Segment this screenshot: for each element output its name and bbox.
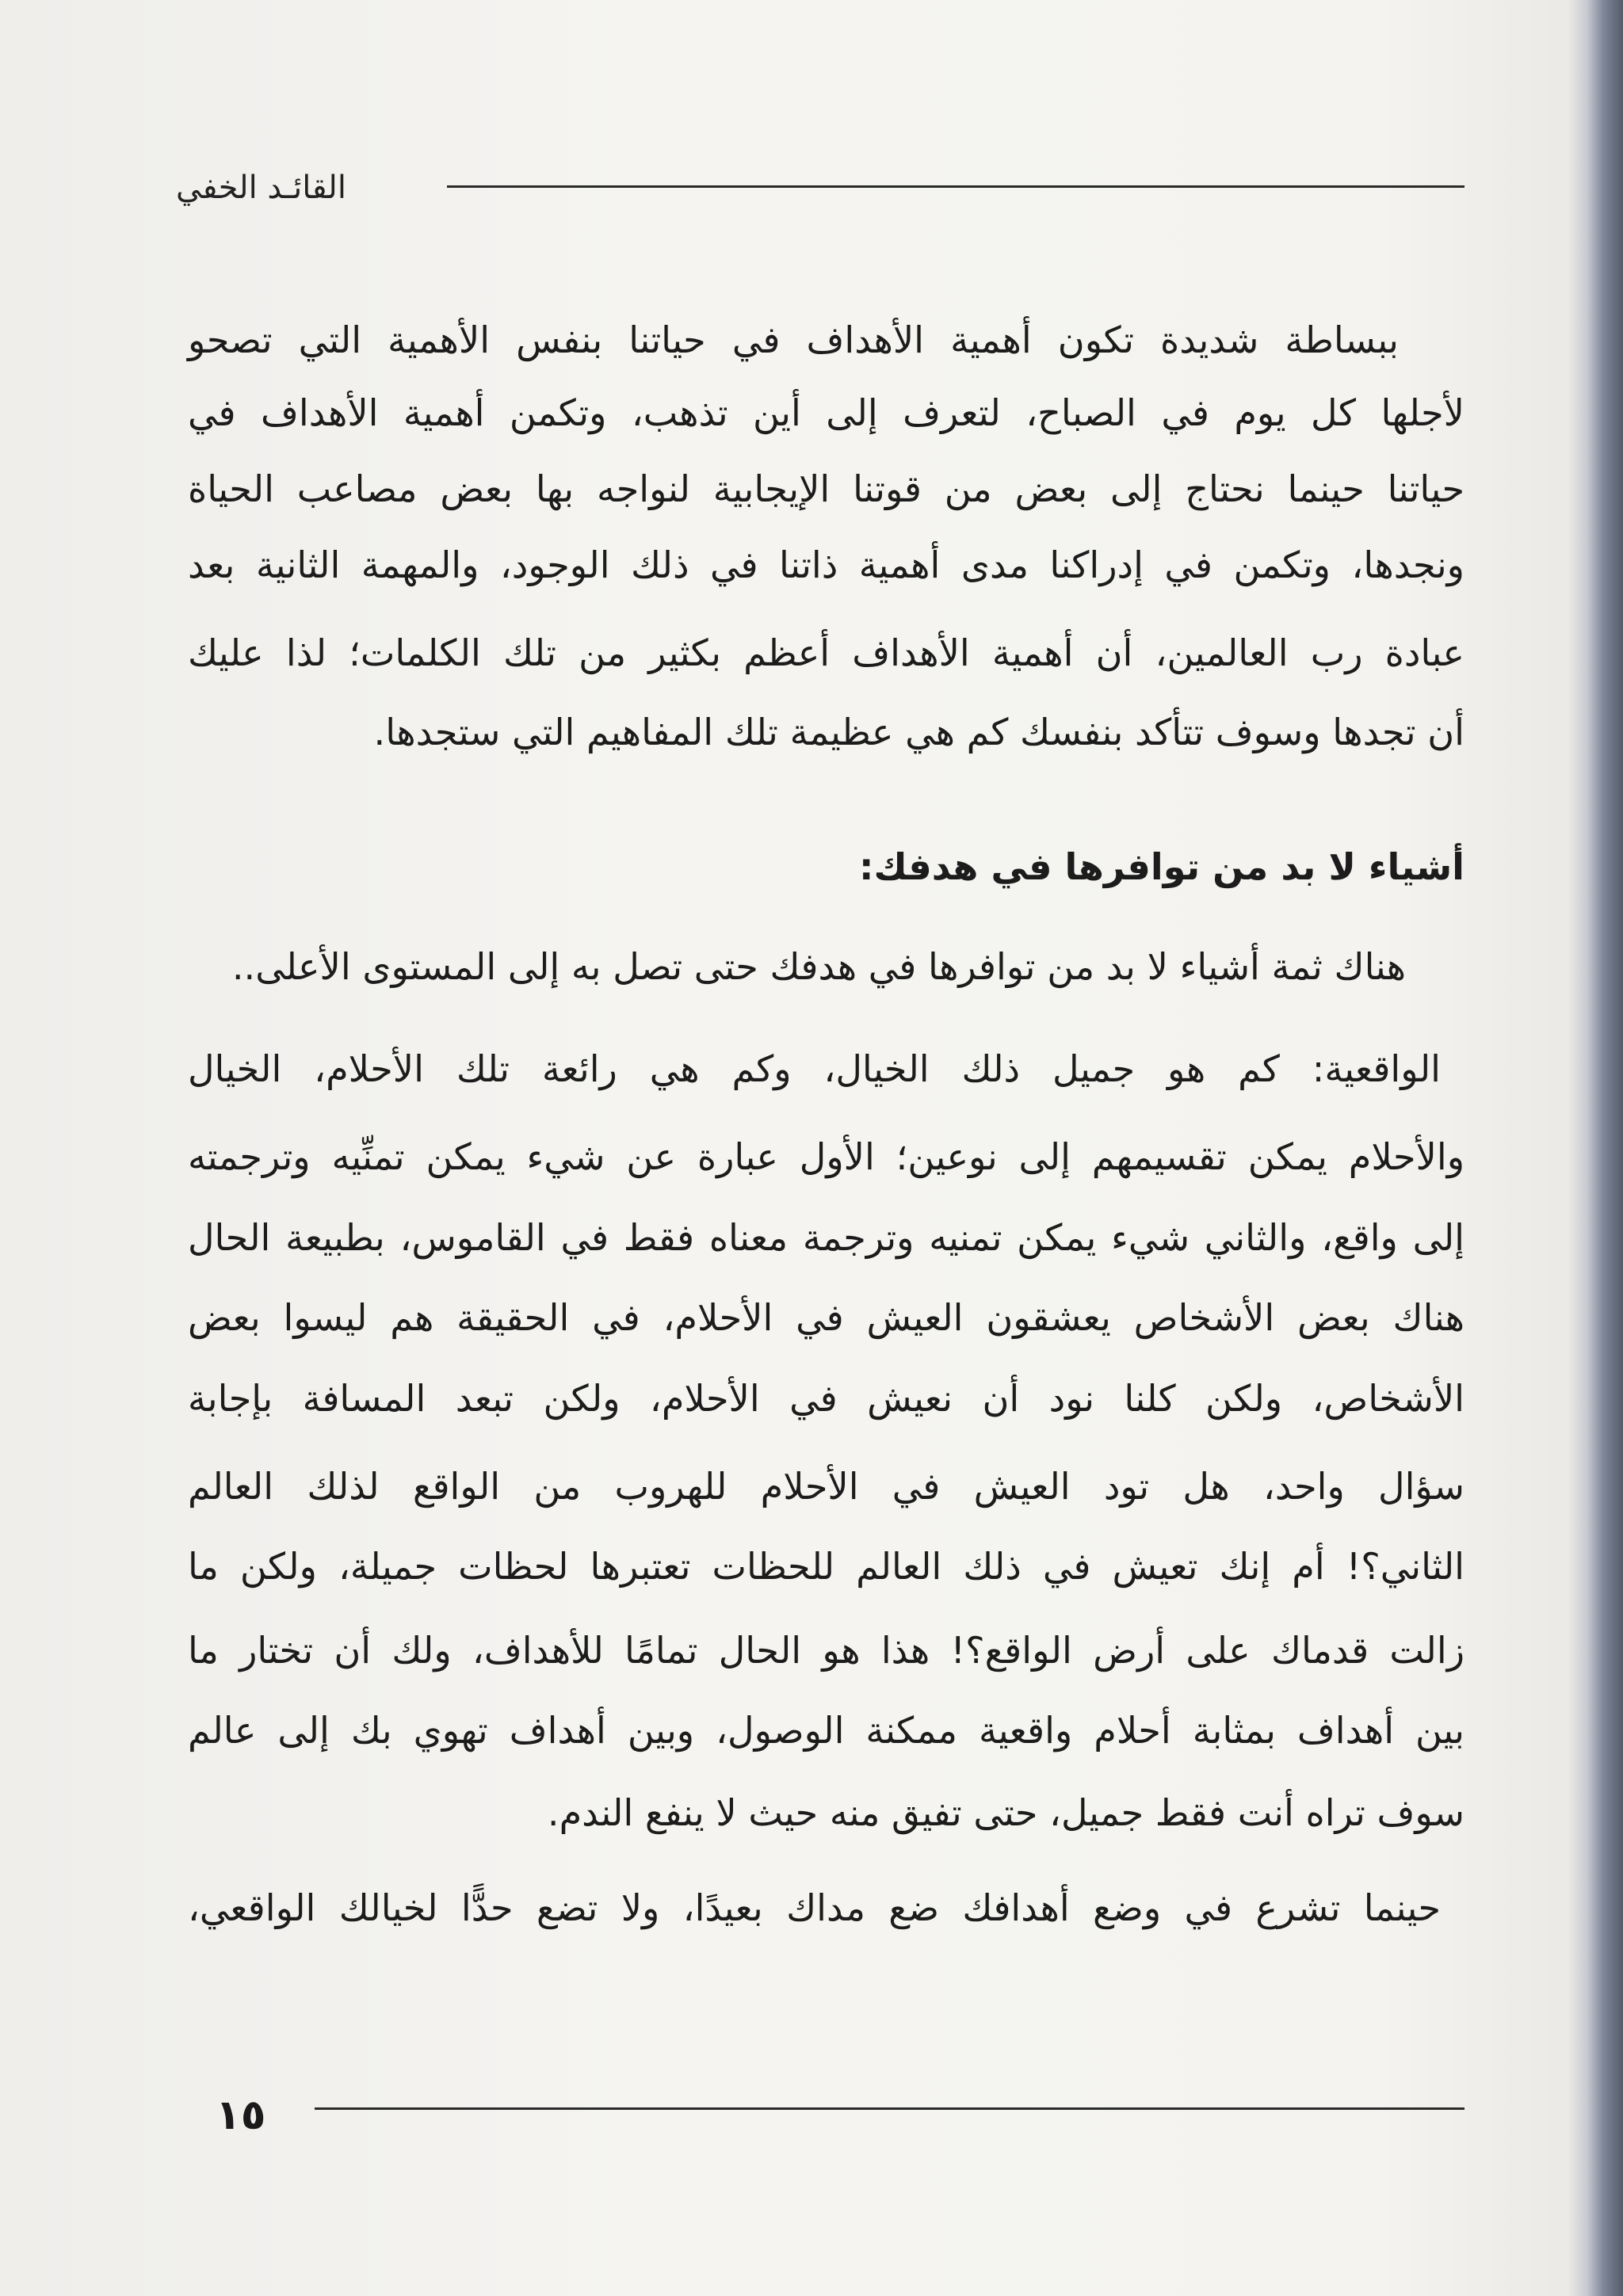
page-edge-shadow <box>1568 0 1623 2296</box>
body-line: ونجدها، وتكمن في إدراكنا مدى أهمية ذاتنا في ذلك الوجود، والمهمة الثانية بعد <box>188 543 1465 586</box>
body-line: عبادة رب العالمين، أن أهمية الأهداف أعظم بكثير من تلك الكلمات؛ لذا عليك <box>188 631 1465 674</box>
body-line: الأشخاص، ولكن كلنا نود أن نعيش في الأحلام، ولكن تبعد المسافة بإجابة <box>188 1377 1465 1420</box>
body-line: إلى واقع، والثاني شيء يمكن تمنيه وترجمة معناه فقط في القاموس، بطبيعة الحال <box>188 1216 1465 1259</box>
body-line: حياتنا حينما نحتاج إلى بعض من قوتنا الإيجابية لنواجه بها بعض مصاعب الحياة <box>188 467 1465 510</box>
body-line: والأحلام يمكن تقسيمهم إلى نوعين؛ الأول عبارة عن شيء يمكن تمنِّيه وترجمته <box>188 1135 1465 1178</box>
footer-rule <box>315 2107 1465 2110</box>
body-line: زالت قدماك على أرض الواقع؟! هذا هو الحال تمامًا للأهداف، ولك أن تختار ما <box>188 1629 1465 1672</box>
body-line: أن تجدها وسوف تتأكد بنفسك كم هي عظيمة تلك المفاهيم التي ستجدها. <box>373 711 1465 753</box>
section-heading: أشياء لا بد من توافرها في هدفك: <box>859 845 1465 888</box>
page-number: ١٥ <box>216 2092 266 2139</box>
body-line: لأجلها كل يوم في الصباح، لتعرف إلى أين تذهب، وتكمن أهمية الأهداف في <box>188 391 1465 434</box>
body-line: ببساطة شديدة تكون أهمية الأهداف في حياتنا بنفس الأهمية التي تصحو <box>188 318 1399 361</box>
body-line: سؤال واحد، هل تود العيش في الأحلام للهروب من الواقع لذلك العالم <box>188 1465 1465 1508</box>
body-line: حينما تشرع في وضع أهدافك ضع مداك بعيدًا، ولا تضع حدًّا لخيالك الواقعي، <box>188 1886 1441 1929</box>
body-line: هناك ثمة أشياء لا بد من توافرها في هدفك حتى تصل به إلى المستوى الأعلى.. <box>231 945 1406 988</box>
body-line: الواقعية: كم هو جميل ذلك الخيال، وكم هي رائعة تلك الأحلام، الخيال <box>188 1047 1441 1090</box>
running-header-title: القائـد الخفي <box>176 170 346 206</box>
body-line: هناك بعض الأشخاص يعشقون العيش في الأحلام، في الحقيقة هم ليسوا بعض <box>188 1296 1465 1339</box>
body-line: سوف تراه أنت فقط جميل، حتى تفيق منه حيث لا ينفع الندم. <box>547 1791 1465 1834</box>
header-rule <box>447 185 1465 188</box>
body-line: الثاني؟! أم إنك تعيش في ذلك العالم للحظات تعتبرها لحظات جميلة، ولكن ما <box>188 1545 1465 1588</box>
body-line: بين أهداف بمثابة أحلام واقعية ممكنة الوصول، وبين أهداف تهوي بك إلى عالم <box>188 1709 1465 1752</box>
